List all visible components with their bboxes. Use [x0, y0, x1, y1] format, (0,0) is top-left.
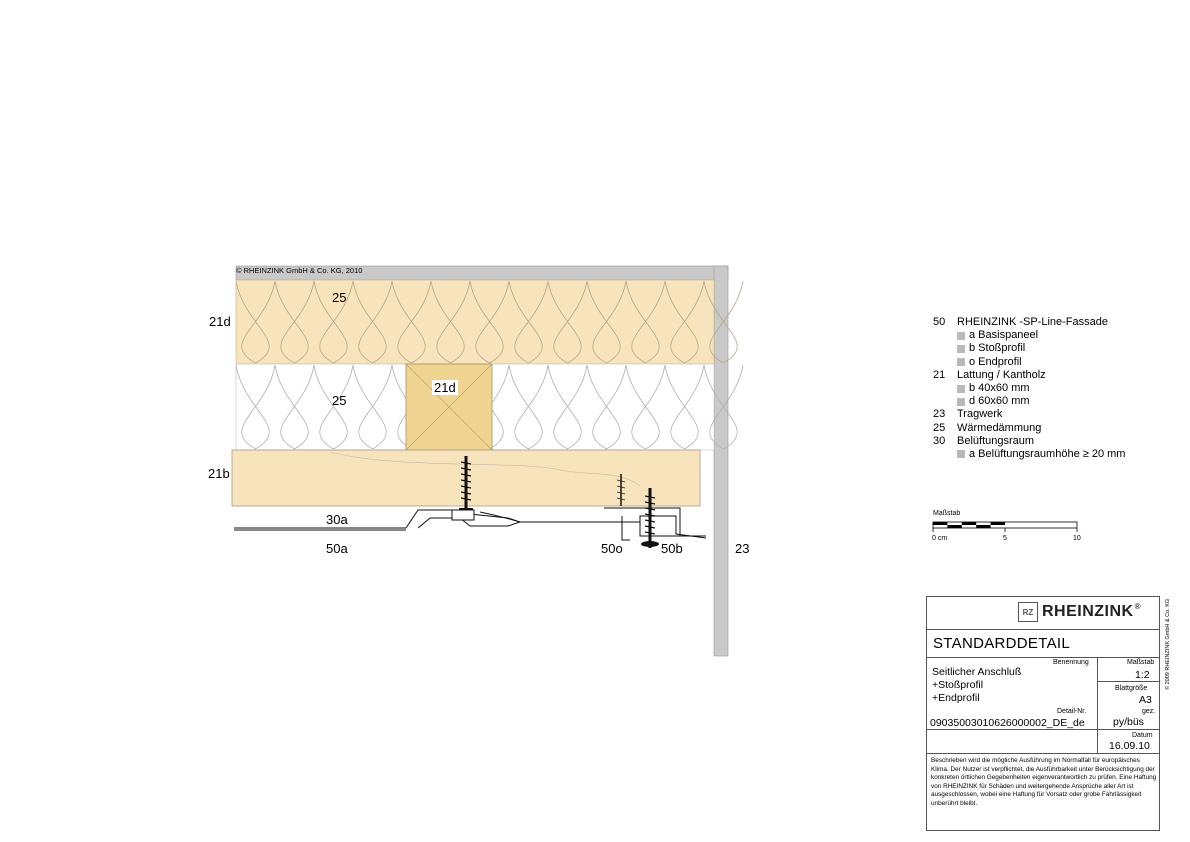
tb-massstab-label: Maßstab	[1127, 659, 1155, 666]
legend-square-icon	[957, 358, 965, 366]
legend-row	[933, 448, 1125, 461]
scale-title: Maßstab	[933, 510, 961, 517]
legend-subitem	[933, 395, 1030, 408]
title-block	[926, 596, 1160, 831]
legend-row	[933, 342, 1125, 355]
legend-text: d 60x60 mm	[969, 395, 1030, 408]
legend-number: 25	[933, 421, 946, 434]
legend-subitem	[933, 356, 1022, 369]
tb-detail: 09035003010626000002_DE_de	[930, 717, 1085, 729]
logo-registered-mark: ®	[1134, 602, 1141, 611]
legend-square-icon	[957, 332, 965, 340]
tb-datum-label: Datum	[1132, 732, 1153, 739]
insulation-top-band	[236, 280, 714, 364]
tb-disclaimer: Beschrieben wird die mögliche Ausführung im Normalfall für europäisches Klima. Der Nutzer ist verpflichtet, die Ausführbarkeit unter Berücksichtigung der konkreten örtlichen Gegebenheiten eigenverantwortlich zu prüfen. Eine Haftung von RHEINZINK für Schäden und weitergehende Ansprüche aller Art ist ausgeschlossen, wobei eine Haftung für Vorsatz oder grobe Fahrlässigkeit unberührt bleibt.	[931, 757, 1157, 807]
tb-heading: STANDARDDETAIL	[933, 635, 1070, 652]
label-50b: 50b	[661, 541, 683, 556]
scale-tick-0: 0 cm	[932, 535, 948, 542]
legend-subitem	[933, 448, 1125, 461]
panel-profiles	[234, 508, 706, 540]
label-21b: 21b	[208, 466, 230, 481]
label-23: 23	[735, 541, 750, 556]
vertical-copyright: © 2009 RHEINZINK GmbH & Co. KG	[1165, 598, 1171, 690]
legend-square-icon	[957, 385, 965, 393]
legend-row	[933, 435, 1125, 448]
label-25-top: 25	[332, 290, 347, 305]
drawing-copyright	[236, 266, 362, 275]
scale-tick-10: 10	[1073, 535, 1081, 542]
legend-text: b 40x60 mm	[969, 381, 1030, 394]
legend-number: 30	[933, 434, 946, 447]
legend-row	[933, 369, 1125, 382]
legend-text: Wärmedämmung	[957, 421, 1042, 434]
legend-square-icon	[957, 450, 965, 458]
legend-number: 50	[933, 316, 946, 328]
label-50a: 50a	[326, 541, 348, 556]
legend-subitem	[933, 329, 1038, 342]
tb-gez: py/büs	[1113, 716, 1144, 728]
kantholz-21d	[406, 364, 492, 450]
legend-number: 21	[933, 368, 946, 381]
legend-row	[933, 382, 1125, 395]
legend-row	[933, 422, 1125, 435]
logo-mark-icon: RZ	[1018, 602, 1038, 622]
tb-blattgroesse-label: Blattgröße	[1115, 685, 1148, 692]
legend-text: o Endprofil	[969, 355, 1022, 368]
tb-benennung-line2: +Stoßprofil	[932, 679, 984, 691]
label-30a: 30a	[326, 512, 348, 527]
label-21d-center: 21d	[434, 380, 456, 395]
tb-benennung-line3: +Endprofil	[932, 692, 980, 704]
copyright-symbol: ©	[236, 266, 242, 275]
copyright-text: RHEINZINK GmbH & Co. KG, 2010	[243, 266, 363, 275]
legend-text: Belüftungsraum	[957, 434, 1035, 447]
legend-text: Tragwerk	[957, 408, 1003, 421]
tb-detail-label: Detail-Nr.	[1057, 708, 1087, 715]
legend-text: Lattung / Kantholz	[957, 368, 1046, 381]
legend-row	[933, 329, 1125, 342]
logo-brand-text: RHEINZINK	[1042, 603, 1134, 620]
scale-bar	[930, 519, 1080, 535]
legend-row	[933, 395, 1125, 408]
tb-benennung-label: Benennung	[1053, 659, 1089, 666]
tb-datum: 16.09.10	[1109, 740, 1150, 752]
tb-benennung-line1: Seitlicher Anschluß	[932, 666, 1022, 678]
legend-text: RHEINZINK -SP-Line-Fassade	[957, 316, 1108, 328]
legend-row	[933, 316, 1125, 329]
legend-text: b Stoßprofil	[969, 342, 1026, 355]
label-50o: 50o	[601, 541, 623, 556]
legend-text: a Belüftungsraumhöhe ≥ 20 mm	[969, 447, 1126, 460]
legend-row	[933, 356, 1125, 369]
label-25-mid: 25	[332, 393, 347, 408]
legend	[933, 316, 1125, 461]
legend-square-icon	[957, 398, 965, 406]
rheinzink-logo	[1018, 602, 1141, 622]
tb-blattgroesse: A3	[1139, 694, 1152, 706]
legend-subitem	[933, 342, 1025, 355]
tb-massstab: 1:2	[1135, 669, 1150, 681]
legend-square-icon	[957, 345, 965, 353]
legend-number: 23	[933, 408, 946, 421]
legend-subitem	[933, 382, 1030, 395]
legend-text: a Basispaneel	[969, 329, 1039, 342]
label-21d-left: 21d	[209, 314, 231, 329]
legend-row	[933, 408, 1125, 421]
scale-tick-5: 5	[1003, 535, 1007, 542]
tb-gez-label: gez.	[1142, 708, 1156, 715]
